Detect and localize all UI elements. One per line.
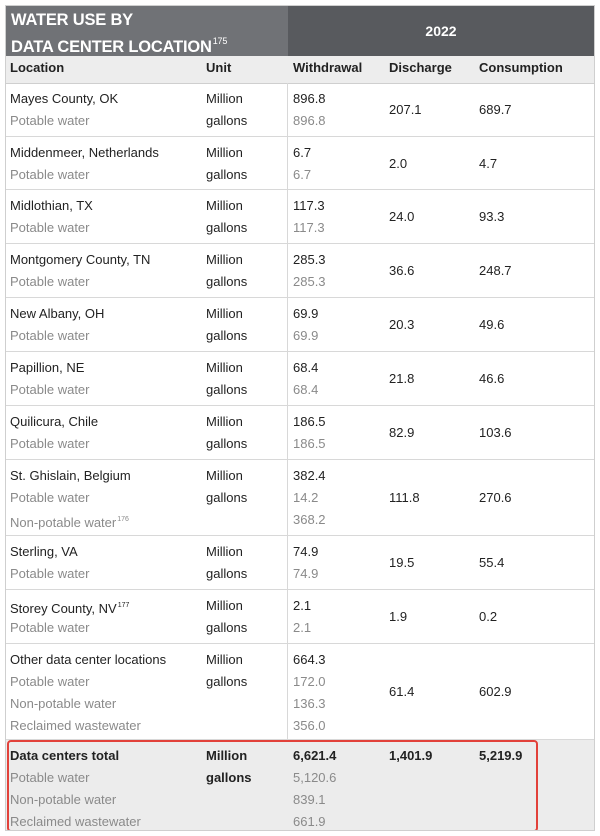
location-name: Montgomery County, TN [10, 252, 151, 267]
table-row [6, 190, 594, 244]
unit-line-1: Million [206, 544, 243, 559]
withdrawal-value: 382.4 [293, 468, 326, 483]
withdrawal-value: 68.4 [293, 360, 319, 375]
withdrawal-sub-value: 5,120.6 [293, 770, 337, 785]
unit-line-1: Million [206, 306, 243, 321]
discharge-value: 2.0 [389, 156, 408, 171]
location-name: St. Ghislain, Belgium [10, 468, 131, 483]
unit-line-1: Million [206, 360, 243, 375]
location-name: Data centers total [10, 748, 120, 763]
withdrawal-sub-value: 69.9 [293, 328, 319, 343]
withdrawal-sub-value: 6.7 [293, 167, 312, 182]
withdrawal-sub-value: 186.5 [293, 436, 326, 451]
unit-line-2: gallons [206, 328, 248, 343]
table-row [6, 244, 594, 298]
water-type-label: Potable water [10, 674, 90, 689]
total-row [6, 740, 594, 831]
unit-line-1: Million [206, 414, 243, 429]
unit-line-1: Million [206, 252, 243, 267]
location-name: Middenmeer, Netherlands [10, 145, 159, 160]
consumption-value: 103.6 [479, 425, 512, 440]
withdrawal-sub-value: 368.2 [293, 512, 326, 527]
withdrawal-value: 186.5 [293, 414, 326, 429]
column-divider [287, 83, 288, 740]
unit-line-2: gallons [206, 770, 252, 785]
table-row [6, 406, 594, 460]
withdrawal-sub-value: 74.9 [293, 566, 319, 581]
water-type-label: Reclaimed wastewater [10, 718, 141, 733]
consumption-value: 93.3 [479, 209, 505, 224]
table-row [6, 536, 594, 590]
water-type-label: Potable water [10, 620, 90, 635]
water-type-footnote: 176 [117, 516, 129, 523]
consumption-value: 602.9 [479, 684, 512, 699]
withdrawal-value: 2.1 [293, 598, 312, 613]
water-type-label: Potable water [10, 274, 90, 289]
withdrawal-value: 285.3 [293, 252, 326, 267]
discharge-value: 1.9 [389, 609, 408, 624]
water-type-label: Non-potable water [10, 792, 117, 807]
water-type-label: Potable water [10, 382, 90, 397]
withdrawal-sub-value: 14.2 [293, 490, 319, 505]
unit-line-1: Million [206, 198, 243, 213]
discharge-value: 61.4 [389, 684, 415, 699]
water-type-label: Potable water [10, 113, 90, 128]
water-type-label: Potable water [10, 436, 90, 451]
withdrawal-sub-value: 172.0 [293, 674, 326, 689]
column-header-row [6, 56, 594, 84]
unit-line-2: gallons [206, 566, 248, 581]
withdrawal-sub-value: 896.8 [293, 113, 326, 128]
title-line-2: DATA CENTER LOCATION [11, 38, 212, 56]
discharge-value: 19.5 [389, 555, 415, 570]
discharge-value: 20.3 [389, 317, 415, 332]
table-row [6, 460, 594, 536]
withdrawal-sub-value: 661.9 [293, 814, 326, 829]
withdrawal-value: 6,621.4 [293, 748, 337, 763]
withdrawal-value: 69.9 [293, 306, 319, 321]
withdrawal-sub-value: 356.0 [293, 718, 326, 733]
withdrawal-value: 896.8 [293, 91, 326, 106]
withdrawal-value: 6.7 [293, 145, 312, 160]
consumption-value: 0.2 [479, 609, 498, 624]
unit-line-2: gallons [206, 490, 248, 505]
withdrawal-value: 664.3 [293, 652, 326, 667]
withdrawal-value: 74.9 [293, 544, 319, 559]
column-header-withdrawal: Withdrawal [293, 60, 363, 75]
consumption-value: 689.7 [479, 102, 512, 117]
consumption-value: 49.6 [479, 317, 505, 332]
withdrawal-sub-value: 68.4 [293, 382, 319, 397]
table-title-bar [6, 6, 594, 56]
location-name: New Albany, OH [10, 306, 105, 321]
consumption-value: 46.6 [479, 371, 505, 386]
location-name: Midlothian, TX [10, 198, 93, 213]
discharge-value: 207.1 [389, 102, 422, 117]
unit-line-2: gallons [206, 220, 248, 235]
column-header-unit: Unit [206, 60, 232, 75]
unit-line-2: gallons [206, 674, 248, 689]
unit-line-1: Million [206, 652, 243, 667]
water-type-label: Potable water [10, 328, 90, 343]
location-name: Storey County, NV [10, 601, 117, 616]
location-name: Sterling, VA [10, 544, 78, 559]
unit-line-1: Million [206, 91, 243, 106]
column-header-discharge: Discharge [389, 60, 452, 75]
withdrawal-sub-value: 285.3 [293, 274, 326, 289]
year-header: 2022 [425, 23, 457, 39]
consumption-value: 270.6 [479, 490, 512, 505]
title-block [6, 6, 288, 56]
discharge-value: 82.9 [389, 425, 415, 440]
table-title [11, 10, 227, 58]
title-line-1: WATER USE BY [11, 11, 133, 29]
location-name: Papillion, NE [10, 360, 85, 375]
column-header-location: Location [10, 60, 65, 75]
unit-line-1: Million [206, 748, 248, 763]
column-header-consumption: Consumption [479, 60, 563, 75]
water-type-label: Potable water [10, 220, 90, 235]
table-row [6, 83, 594, 137]
table-row [6, 644, 594, 740]
unit-line-2: gallons [206, 167, 248, 182]
location-name: Mayes County, OK [10, 91, 119, 106]
withdrawal-sub-value: 136.3 [293, 696, 326, 711]
unit-line-1: Million [206, 145, 243, 160]
water-type-label: Reclaimed wastewater [10, 814, 141, 829]
unit-line-1: Million [206, 468, 243, 483]
withdrawal-sub-value: 117.3 [293, 220, 325, 235]
table-row [6, 590, 594, 644]
unit-line-2: gallons [206, 620, 248, 635]
unit-line-2: gallons [206, 436, 248, 451]
discharge-value: 24.0 [389, 209, 415, 224]
unit-line-2: gallons [206, 382, 248, 397]
location-name: Quilicura, Chile [10, 414, 99, 429]
unit-line-1: Million [206, 598, 243, 613]
water-type-label: Potable water [10, 490, 90, 505]
unit-line-2: gallons [206, 113, 248, 128]
withdrawal-value: 117.3 [293, 198, 325, 213]
table-row [6, 298, 594, 352]
unit-line-2: gallons [206, 274, 248, 289]
water-use-table [5, 5, 595, 831]
location-name: Other data center locations [10, 652, 167, 667]
withdrawal-sub-value: 2.1 [293, 620, 312, 635]
table-row [6, 352, 594, 406]
consumption-value: 55.4 [479, 555, 505, 570]
discharge-value: 1,401.9 [389, 748, 433, 763]
consumption-value: 4.7 [479, 156, 498, 171]
location-footnote: 177 [117, 602, 130, 609]
title-footnote: 175 [212, 36, 228, 46]
discharge-value: 36.6 [389, 263, 415, 278]
discharge-value: 111.8 [389, 490, 420, 505]
water-type-label: Potable water [10, 770, 90, 785]
consumption-value: 248.7 [479, 263, 512, 278]
water-type-label: Non-potable water [10, 696, 117, 711]
consumption-value: 5,219.9 [479, 748, 523, 763]
withdrawal-sub-value: 839.1 [293, 792, 326, 807]
water-type-label: Potable water [10, 167, 90, 182]
discharge-value: 21.8 [389, 371, 415, 386]
table-row [6, 137, 594, 190]
water-type-label: Non-potable water [10, 515, 117, 530]
water-type-label: Potable water [10, 566, 90, 581]
